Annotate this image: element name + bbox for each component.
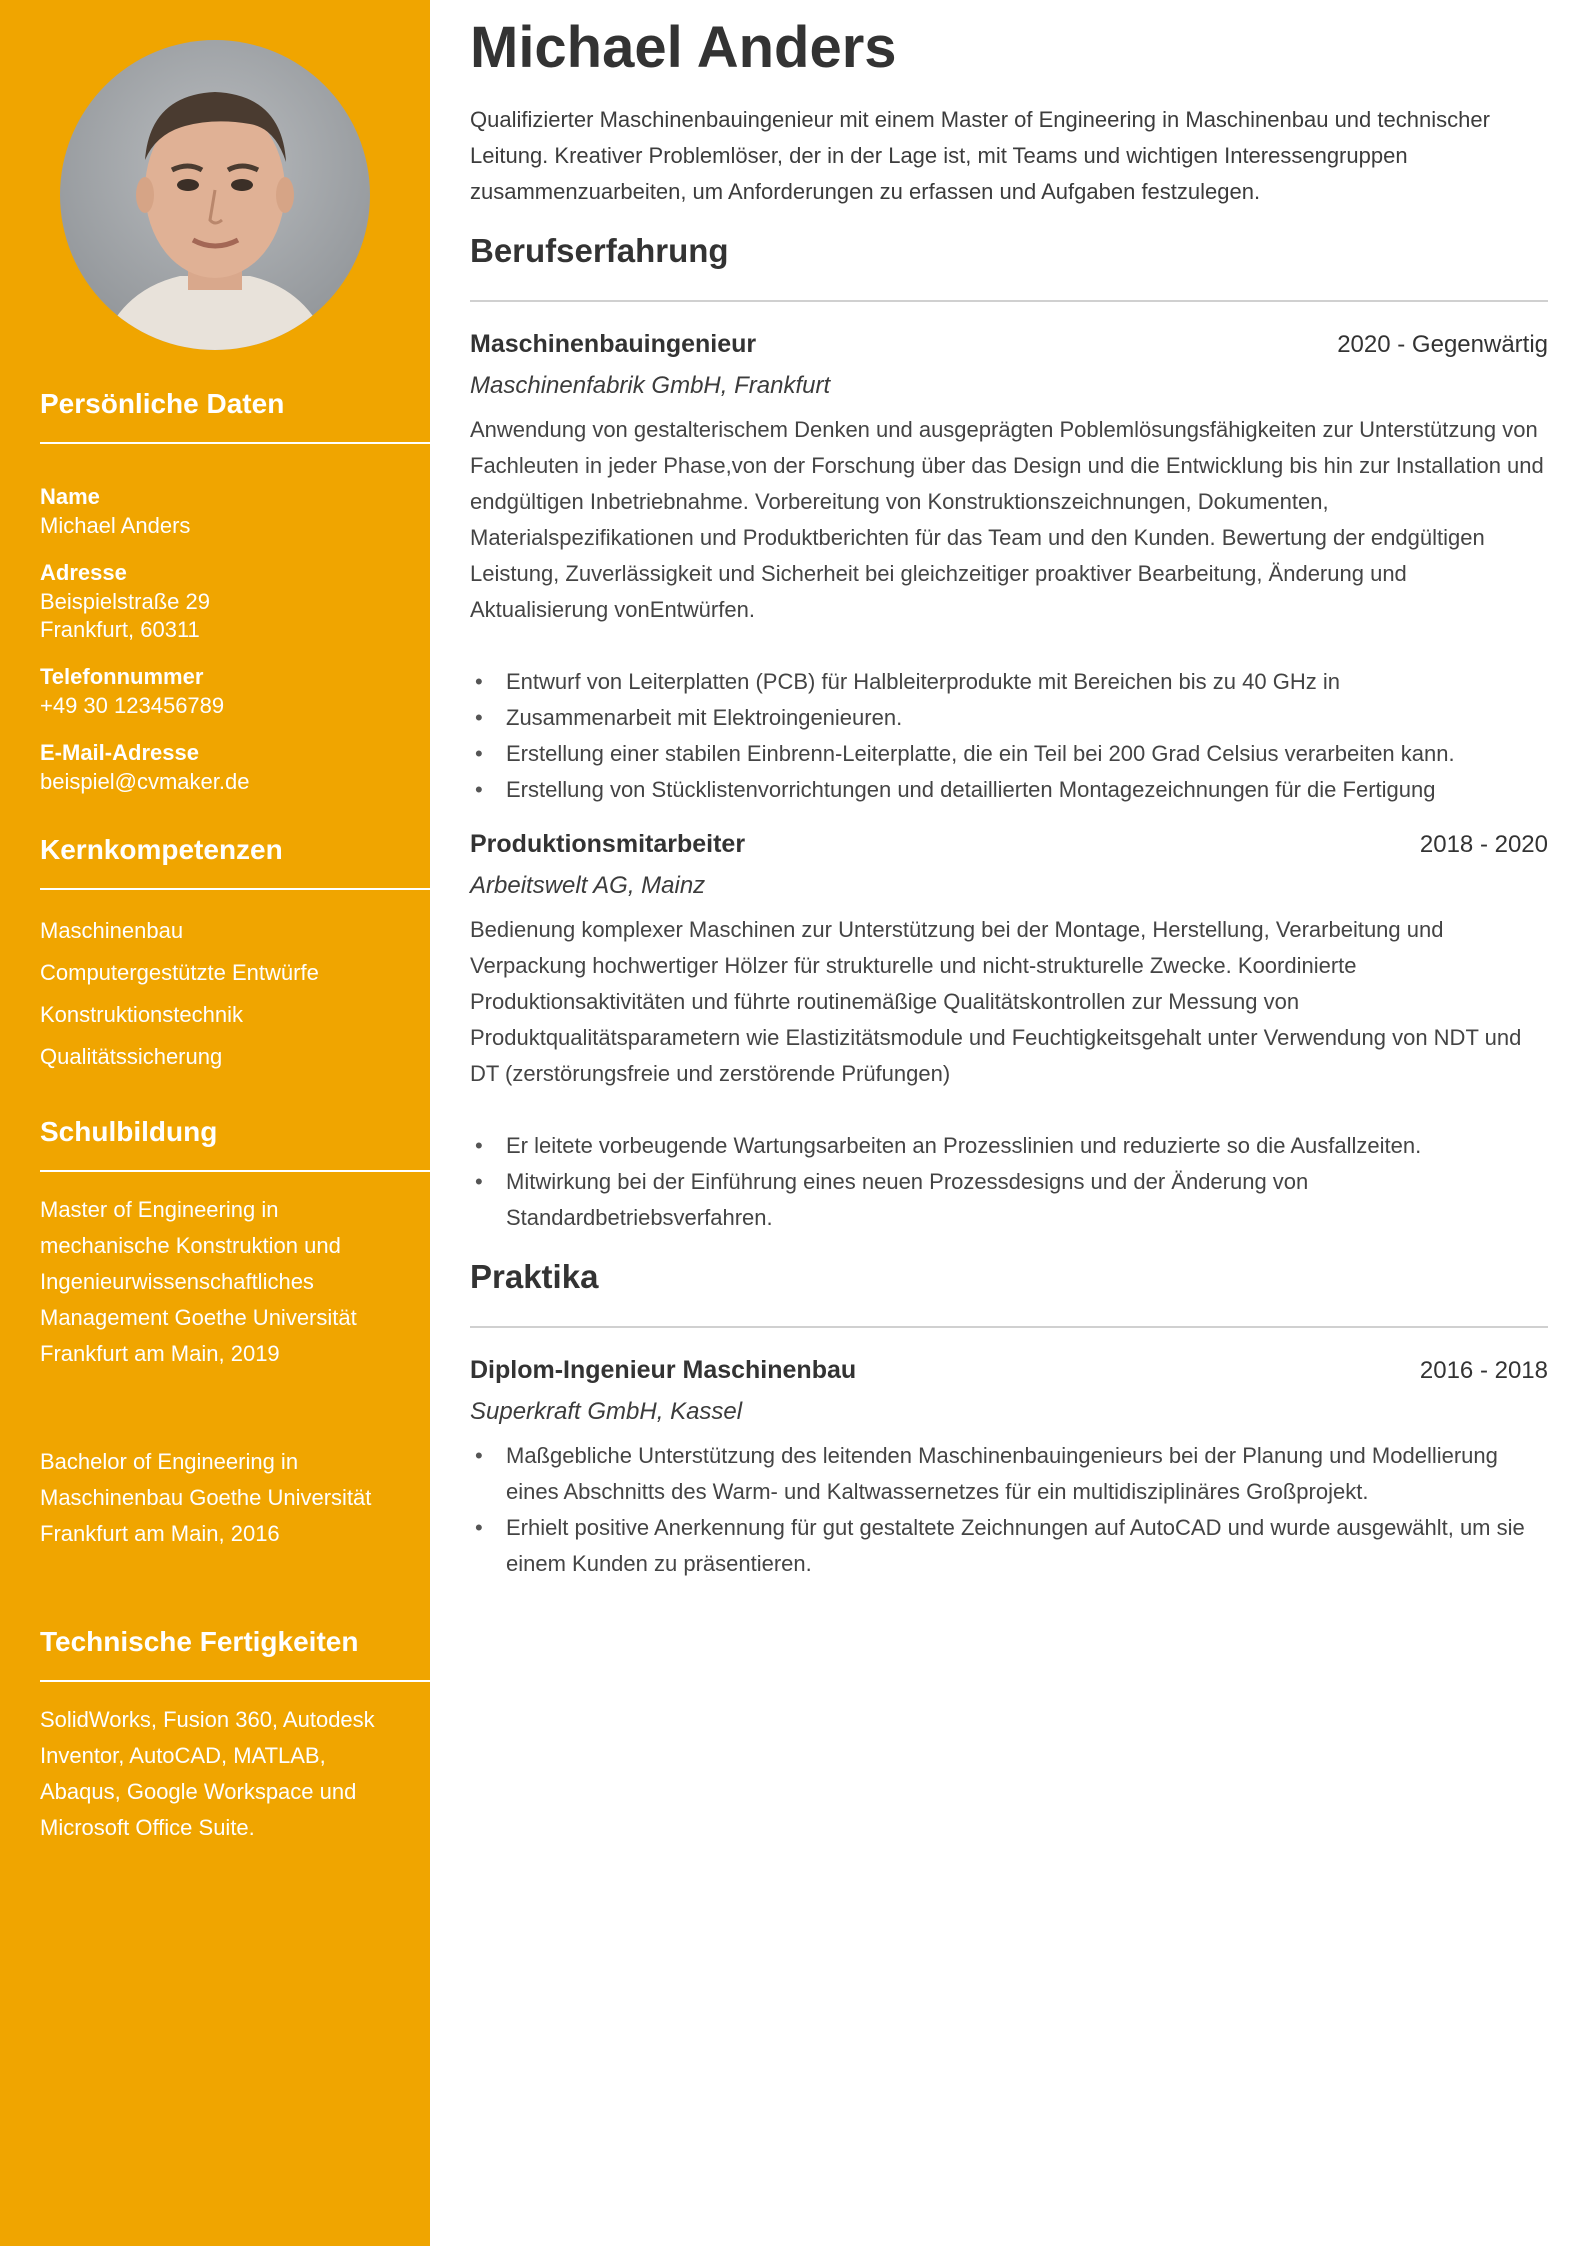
- job-bullets: [470, 1128, 1548, 1236]
- skills-heading: Kernkompetenzen: [40, 834, 283, 865]
- address-line2: Frankfurt, 60311: [40, 617, 200, 642]
- internship-title: Diplom-Ingenieur Maschinenbau: [470, 1356, 857, 1384]
- experience-heading: Berufserfahrung: [470, 232, 729, 269]
- skill-item: Computergestützte Entwürfe: [40, 960, 319, 985]
- name-value: Michael Anders: [40, 513, 191, 538]
- technical-skills-heading: Technische Fertigkeiten: [40, 1626, 359, 1657]
- job-date: 2018 - 2020: [1419, 831, 1548, 858]
- internship-date: 2016 - 2018: [1419, 1357, 1548, 1384]
- profile-summary: Qualifizierter Maschinenbauingenieur mit einem Master of Engineering in Maschinenbau und technischer Leitung. Kreativer Problemlöser, der in der Lage ist, mit Teams und wichtigen Interessengruppen zusammenzuarbeiten, um Anforderungen zu erfassen und Aufgaben festzulegen.: [470, 107, 1490, 204]
- job-company: Maschinenfabrik GmbH, Frankfurt: [470, 372, 831, 399]
- education-entry-bachelor: Bachelor of Engineering in Maschinenbau Goethe Universität Frankfurt am Main, 2016: [40, 1449, 372, 1546]
- education-divider: [40, 1170, 430, 1172]
- email-value: beispiel@cvmaker.de: [40, 769, 250, 794]
- internship-company: Superkraft GmbH, Kassel: [470, 1398, 743, 1425]
- name-label: Name: [40, 484, 100, 509]
- candidate-name: Michael Anders: [470, 15, 897, 80]
- skill-item: Konstruktionstechnik: [40, 1002, 243, 1027]
- bullet-item: • Erhielt positive Anerkennung für gut gestaltete Zeichnungen auf AutoCAD und wurde ausgewählt, um sie einem Kunden zu präsentieren.: [470, 1510, 1548, 1582]
- profile-photo: [60, 40, 370, 350]
- education-entry-master: Master of Engineering in mechanische Konstruktion und Ingenieurwissenschaftliches Management Goethe Universität Frankfurt am Main, 2019: [40, 1197, 357, 1366]
- bullet-item: • Zusammenarbeit mit Elektroingenieuren.: [470, 700, 1548, 736]
- job-date: 2020 - Gegenwärtig: [1337, 331, 1548, 358]
- job-company: Arbeitswelt AG, Mainz: [470, 872, 706, 899]
- job-bullets: [470, 664, 1548, 808]
- bullet-item: • Erstellung von Stücklistenvorrichtungen und detaillierten Montagezeichnungen für die Fertigung: [470, 772, 1548, 808]
- phone-value: +49 30 123456789: [40, 693, 225, 718]
- portrait-image: [60, 40, 370, 350]
- sidebar: [0, 0, 430, 2246]
- bullet-item: • Mitwirkung bei der Einführung eines neuen Prozessdesigns und der Änderung von Standardbetriebsverfahren.: [470, 1164, 1548, 1236]
- skill-item: Maschinenbau: [40, 918, 184, 943]
- job-title: Maschinenbauingenieur: [470, 330, 757, 358]
- internships-heading: Praktika: [470, 1258, 599, 1295]
- technical-skills-divider: [40, 1680, 430, 1682]
- bullet-item: • Maßgebliche Unterstützung des leitenden Maschinenbauingenieurs bei der Planung und Modellierung eines Abschnitts des Warm- und Kaltwassernetzes für ein multidisziplinäres Großprojekt.: [470, 1438, 1548, 1510]
- email-label: E-Mail-Adresse: [40, 740, 199, 765]
- education-heading: Schulbildung: [40, 1116, 218, 1147]
- phone-label: Telefonnummer: [40, 664, 204, 689]
- internships-divider: [470, 1326, 1548, 1328]
- bullet-item: • Er leitete vorbeugende Wartungsarbeiten an Prozesslinien und reduzierte so die Ausfallzeiten.: [470, 1128, 1548, 1164]
- personal-data-divider: [40, 442, 430, 444]
- job-description: Bedienung komplexer Maschinen zur Unterstützung bei der Montage, Herstellung, Verarbeitung und Verpackung hochwertiger Hölzer für strukturelle und nicht-strukturelle Zwecke. Koordinierte Produktionsaktivitäten und führte routinemäßige Qualitätskontrollen zur Messung von Produktqualitätsparametern wie Elastizitätsmodule und Feuchtigkeitsgehalt unter Verwendung von NDT und DT (zerstörungsfreie und zerstörende Prüfungen): [470, 917, 1522, 1086]
- job-description: Anwendung von gestalterischem Denken und ausgeprägten Poblemlösungsfähigkeiten zur Unterstützung von Fachleuten in jeder Phase,von der Forschung über das Design und die Entwicklung bis hin zur Installation und endgültigen Inbetriebnahme. Vorbereitung von Konstruktionszeichnungen, Dokumenten, Materialspezifikationen und Produktberichten für das Team und den Kunden. Bewertung der endgültigen Leistung, Zuverlässigkeit und Sicherheit bei gleichzeitiger proaktiver Bearbeitung, Änderung und Aktualisierung vonEntwürfen.: [470, 417, 1544, 622]
- address-label: Adresse: [40, 560, 127, 585]
- skill-item: Qualitätssicherung: [40, 1044, 223, 1069]
- bullet-item: • Erstellung einer stabilen Einbrenn-Leiterplatte, die ein Teil bei 200 Grad Celsius verarbeiten kann.: [470, 736, 1548, 772]
- personal-data-heading: Persönliche Daten: [40, 388, 285, 419]
- experience-divider: [470, 300, 1548, 302]
- internship-bullets: [470, 1438, 1548, 1582]
- skills-divider: [40, 888, 430, 890]
- job-title: Produktionsmitarbeiter: [470, 830, 746, 858]
- technical-skills-text: SolidWorks, Fusion 360, Autodesk Inventor, AutoCAD, MATLAB, Abaqus, Google Workspace und Microsoft Office Suite.: [40, 1707, 375, 1840]
- address-line1: Beispielstraße 29: [40, 589, 210, 614]
- bullet-item: • Entwurf von Leiterplatten (PCB) für Halbleiterprodukte mit Bereichen bis zu 40 GHz in: [470, 664, 1548, 700]
